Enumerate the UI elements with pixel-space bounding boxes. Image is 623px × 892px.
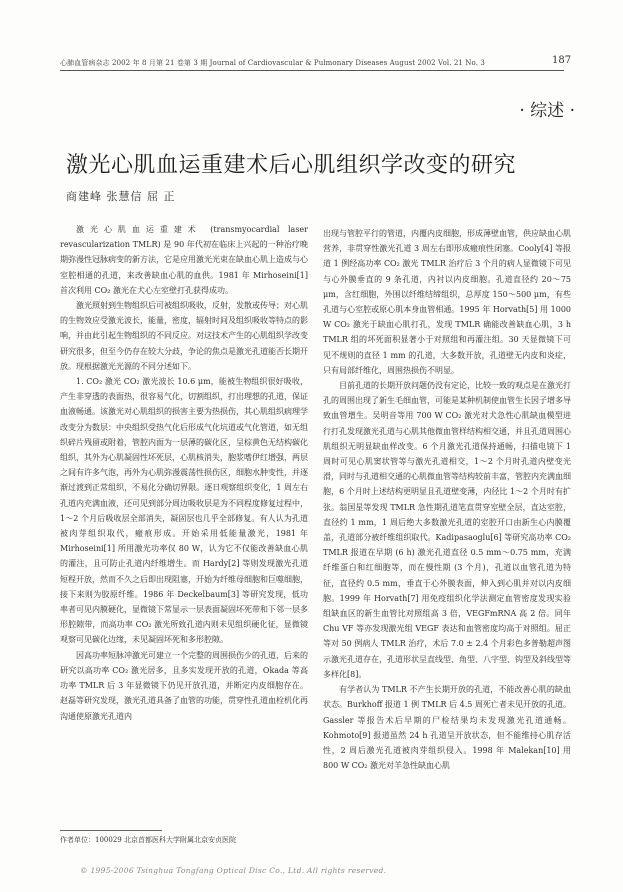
right-column [323, 226, 571, 773]
paragraph: 有学者认为 TMLR 不产生长期开放的孔道，不能改善心肌的缺血状态。Burkhoff 报道 1 例 TMLR 后 4.5 周死亡者未见开放的孔道。Gassler 等报告术后早期的尸检结果均未发现激光孔道通畅。Kohmoto[9] 报道虽然 24 h 孔道呈开放状态，但不能维持心肌存活性，2 周后激光孔道被肉芽组织侵入。1998 年 Malekan[10] 用 800 W CO₂ 激光对羊急性缺血心肌 [323, 685, 571, 771]
article-title: 激光心肌血运重建术后心肌组织学改变的研究 [66, 153, 517, 178]
footnote: 作者单位：100029 北京首都医科大学附属北京安贞医院 [60, 836, 236, 844]
header-rule [60, 70, 564, 71]
section-label: · 综述 · [519, 101, 575, 121]
running-header: 心肺血管病杂志 2002 年 8 月第 21 卷第 3 期 Journal of Cardiovascular & Pulmonary Diseases August 2002 Vol. 21 No. 3 [60, 59, 485, 67]
paragraph: 目前孔道的长期开放问题仍没有定论，比较一致的观点是在激光打孔的周围出现了新生毛细血管，可能是某种机制使血管生长因子增多导致血管增生。吴明音等用 700 W CO₂ 激光对犬急性心肌缺血模型进行打孔发现激光孔道与心肌其他微血管样结构相交通，并且孔道周围心肌组织无明显缺血样改变。6 个月激光孔道保持通畅，扫描电镜下 1 周时可见心肌窦状管等与激光孔道相交，1～2 个月时孔道内壁变光滑，同时与孔道相交通的心肌微血管等结构较前丰富，管腔内充满血细胞，6 个月时上述结构更明显且孔道壁变薄，内径比 1～2 个月时有扩张。翁国星等发现 TMLR 急性期孔道笔直贯穿室壁全层，直达室腔，直径约 1 mm，1 周后绝大多数激光孔道的室腔开口由新生心内膜覆盖，孔道部分被纤维组织取代。Kadipasaoglu[6] 等研究高功率 CO₂ TMLR 报道在早期 (6 h) 激光孔道直径 0.5 mm～0.75 mm，充满纤维蛋白和红细胞等，而在慢性期 (3 个月)，孔道以血管孔道为特征，直径约 0.5 mm，垂直于心外膜表面，伸入到心肌并对以内皮细胞。1999 年 Horvath[7] 用免疫组织化学法测定血管密度发现实验组缺血区的新生血管比对照组高 3 倍，VEGFmRNA 高 2 倍。同年 Chu VF 等亦发现激光组 VEGF 表达和血管密度均高于对照组。屈正等对 50 例病人 TMLR 治疗，术后 7.0 ± 2.4 个月彩色多普勒超声图示激光孔道存在，孔道形状呈直线型、角型、八字型、钩型及斜线型等多样化[8]。 [323, 381, 571, 679]
paragraph: 激光心肌血运重建术 (transmyocardial laser revascularization TMLR) 是 90 年代初在临床上兴起的一种治疗晚期弥漫性冠脉病变的新方法，它是应用激光光束在缺血心肌上造成与心室腔相通的孔道，来改善缺血心肌的血供。1981 年 Mirhoseini[1] 首次利用 CO₂ 激光在犬心左室壁打孔获得成功。 [60, 225, 308, 295]
authors: 商建峰 张慧信 屈 正 [66, 190, 176, 203]
paragraph: 因高功率短脉冲激光可建立一个完整的周围损伤少的孔道，后来的研究以高功率 CO₂ 激光居多，且多实发现开放的孔道，Okada 等高功率 TMLR 后 3 年显微镜下仍见开放孔道，并断定内皮细胞存在。赵磊等研究发现，激光孔道具备了血管的功能，贯穿性孔道血栓机化再沟通使原激光孔道内 [60, 650, 308, 721]
page-number: 187 [552, 55, 572, 66]
left-column [60, 222, 308, 724]
paragraph: 激光照射到生物组织后可被组织吸收，反射，发散或传导；对心肌的生物效应受激光波长，能量，密度，辐射时间及组织吸收等特点的影响，并由此引起生物组织的不同反应。对这技术产生的心肌组织学改变研究很多，但至今仍存在较大分歧，争论的焦点是激光孔道能否长期开放。现根据激光光源的不同分述如下。 [60, 301, 308, 371]
paragraph: 出现与管腔平行的管道，内覆内皮细胞，形成薄壁血管，供应缺血心肌营养，非贯穿性激光孔道 3 周左右即形成瘢痕性闭塞。Cooly[4] 等报道 1 例经高功率 CO₂ 激光 TMLR 治疗后 3 个月的病人显微镜下可见与心外膜垂直的 9 条孔道，内衬以内皮细胞。孔道直径约 20～75 μm，含红细胞，外围以纤维结缔组织，总厚度 150～500 μm，有些孔道与心室腔或原心肌本身血管相通。1995 年 Horvath[5] 用 1000 W CO₂ 激光于缺血心肌打孔，发现 TMLR 确能改善缺血心肌，3 h TMLR 组的坏死面积显著小于对照组和再灌注组。30 天显微镜下可见不规则的直径 1 mm 的孔道，大多数开放，孔道壁无内皮和炎症，只有局部纤维化，周围热损伤不明显。 [323, 229, 571, 375]
footnote-rule [60, 830, 162, 831]
copyright-notice: © 1995-2006 Tsinghua Tongfang Optical Disc Co., Ltd. All rights reserved. [80, 866, 387, 875]
paragraph: 1. CO₂ 激光 CO₂ 激光波长 10.6 μm，能被生物组织很好吸收，产生非穿透的表面热，很容易气化，切割组织，打出理想的孔道，保证血液畅通。该激光对心肌组织的损害主要为热损伤，其心肌组织病理学改变分为数层：中央组织受热气化后形成气化坑道或气化管道，如无组织碎片残留或附着，管腔内面为一层薄的碳化区，呈棕黄色无结构碳化组织，其外为心肌凝固性坏死层，心肌核消失，胞浆嗜伊红增强，两层之间有许多气泡，再外为心肌弥漫震荡性损伤区，细胞水肿变性，并逐渐过渡到正常组织，不易化分确切界限。逐日观察组织变化，1 周左右孔道内充满血液，还可见到部分周边吸收层是为不同程度修复过程中，1～2 个月后吸收层全部消失，凝固层也几乎全部修复。有人认为孔道被肉芽组织取代，瘢痕形成。开始采用低能量激光，1981 年 Mirhoseini[1] 所用激光功率仅 80 W，认为它不仅能改善缺血心肌的灌注，且可防止孔道内纤维增生。而 Hardy[2] 等则发现激光孔道短程开放，然而不久之后即出现阻塞，开始为纤维母细胞和巨噬细胞，接下来则为胶原纤维。1986 年 Deckelbaum[3] 等研究发现，低功率者可见内膜硬化，显微镜下常显示一层表面凝固坏死带和下邻一层多形腔隙带，而高功率 CO₂ 激光所致孔道内则未见组织硬化征，显微镜观察可见碳化边缘，未见凝固坏死和多形腔隙。 [60, 377, 308, 645]
